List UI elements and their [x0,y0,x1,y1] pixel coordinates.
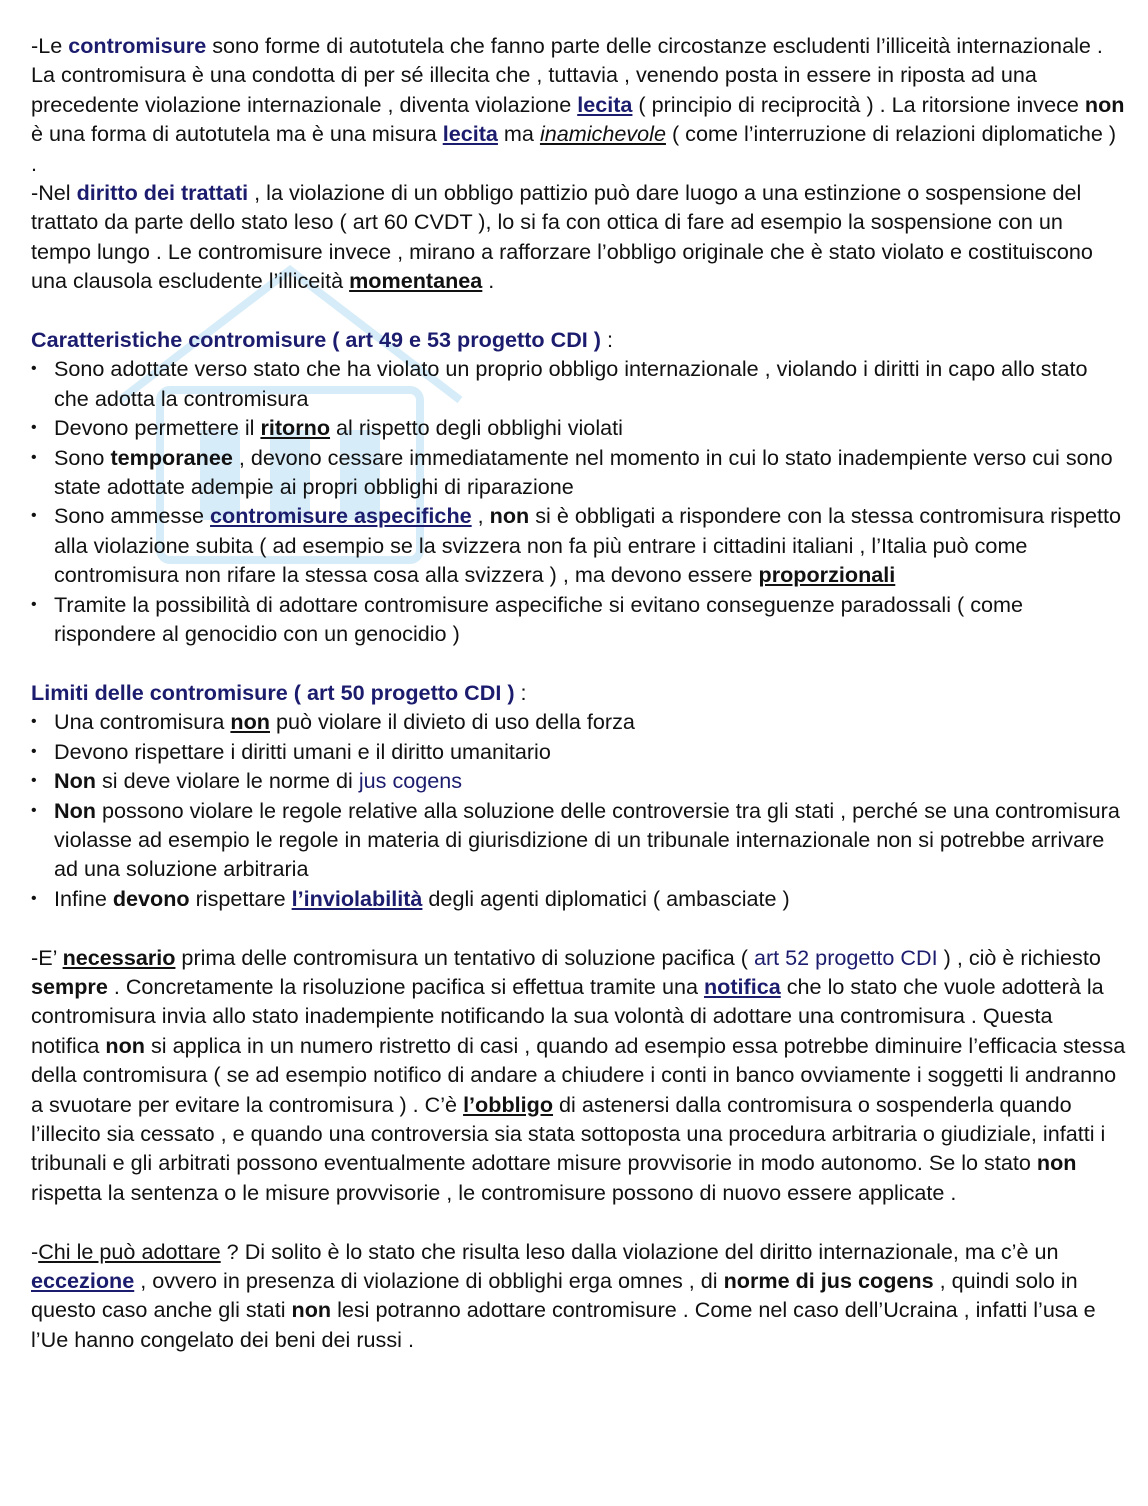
term-obbligo: l’obbligo [463,1091,554,1117]
emphasis-non: Non [54,797,96,823]
list-item [31,707,1126,736]
text: Sono ammesse [54,503,211,529]
text: al rispetto degli obblighi violati [330,415,623,441]
text: Devono permettere il [54,415,261,441]
text: . Concretamente la risoluzione pacifica si effettua tramite una [107,973,704,999]
text: - [31,1238,39,1264]
paragraph-contromisure [31,31,1126,178]
text: -E’ [31,944,63,970]
term-momentanea: momentanea [349,268,483,294]
text: lesi potranno adottare contromisure . Come nel caso dell’Ucraina , infatti l’usa e l’Ue hanno congelato dei beni dei russi . [31,1297,1096,1352]
text: ? Di solito è lo stato che risulta leso dalla violazione del diritto internazionale, ma c’è un [220,1238,1059,1264]
section-heading-limiti [31,678,1126,707]
text: Una contromisura [54,709,231,735]
text: ( come l’interruzione di relazioni diplomatiche ) . [31,121,1117,176]
heading-text: Limiti delle contromisure ( art 50 progetto CDI ) [31,679,515,705]
text: -Nel [31,180,77,206]
term-contromisure-aspecifiche: contromisure aspecifiche [210,503,472,529]
term-lecita: lecita [442,121,498,147]
text: che lo stato che vuole adotterà la contromisura invia allo stato inadempiente notificando la sua volontà di adottare una contromisura . Questa notifica [31,973,1104,1058]
emphasis-non: non [291,1297,332,1323]
heading-text: Caratteristiche contromisure ( art 49 e 53 progetto CDI ) [31,327,601,353]
text: , la violazione di un obbligo pattizio può dare luogo a una estinzione o sospensione del trattato da parte dello stato leso ( art 60 CVDT ), lo si fa con ottica di fare ad esempio la sospensione con un tempo lungo . Le contromisure invece , mirano a rafforzare l’obbligo originale che è stato violato e costituiscono una clausola escludente l’illiceità [31,180,1093,294]
term-lecita: lecita [577,91,633,117]
section-heading-caratteristiche [31,325,1126,354]
list-item [31,796,1126,884]
emphasis-non: non [230,709,270,735]
term-necessario: necessario [62,944,176,970]
question-chi-le-puo-adottare: Chi le può adottare [38,1238,221,1264]
term-notifica: notifica [703,973,781,999]
paragraph-soluzione-pacifica [31,943,1126,1208]
emphasis-non: Non [54,768,96,794]
text: : [600,327,613,353]
list-limiti [31,707,1126,913]
text: ) , ciò è richiesto [937,944,1101,970]
text: rispetta la sentenza o le misure provvisorie , le contromisure possono di nuovo essere applicate . [31,1179,957,1205]
text: , ovvero in presenza di violazione di obblighi erga omnes , di [134,1268,724,1293]
emphasis-non: non [1036,1150,1077,1176]
text: possono violare le regole relative alla soluzione delle controversie tra gli stati , perché se una contromisura violasse ad esempio le regole in materia di giurisdizione di un tribunale internazionale non si potrebbe arrivare ad una soluzione arbitraria [54,797,1120,882]
text: , [471,503,490,529]
term-ritorno: ritorno [260,415,331,441]
list-item [31,766,1126,795]
term-temporanee: temporanee [110,444,233,470]
text: Tramite la possibilità di adottare contromisure aspecifiche si evitano conseguenze paradossali ( come rispondere al genocidio con un genocidio ) [54,591,1024,647]
list-caratteristiche [31,354,1126,648]
term-diritto-dei-trattati: diritto dei trattati [76,180,249,206]
emphasis-non: non [105,1032,145,1058]
list-item [31,443,1126,502]
text: , devono cessare immediatamente nel momento in cui lo stato inadempiente verso cui sono state adottate adempie ai propri obblighi di riparazione [54,444,1113,500]
term-inviolabilita: l’inviolabilità [291,885,423,911]
text: prima delle contromisura un tentativo di soluzione pacifica ( [175,944,754,970]
document-page [31,31,1126,1354]
list-item [31,590,1126,649]
text: Devono rispettare i diritti umani e il diritto umanitario [54,738,551,764]
text: : [514,679,527,705]
list-item [31,354,1126,413]
text: si deve violare le norme di [95,768,359,794]
list-item [31,737,1126,766]
term-proporzionali: proporzionali [758,562,896,588]
text: Infine [54,885,113,911]
text: Sono [54,444,111,470]
text: sono forme di autotutela che fanno parte delle circostanze escludenti l’illiceità internazionale . La contromisura è una condotta di per sé illecita che , tuttavia , venendo posta in essere in riposta ad una precedente violazione internazionale , diventa violazione [31,33,1103,117]
text: ( principio di reciprocità ) . La ritorsione invece [632,91,1085,117]
list-item [31,413,1126,442]
text: è una forma di autotutela ma è una misura [31,121,443,147]
emphasis-non: non [489,503,530,529]
text: -Le [31,33,69,58]
text: degli agenti diplomatici ( ambasciate ) [422,885,790,911]
text: , quindi solo in questo caso anche gli stati [31,1268,1078,1323]
paragraph-chi-le-puo-adottare [31,1237,1126,1355]
term-jus-cogens: jus cogens [358,768,463,794]
term-inamichevole: inamichevole [539,121,666,147]
emphasis-devono: devono [112,885,190,911]
text: si è obbligati a rispondere con la stessa contromisura rispetto alla violazione subita ( ad esempio se la svizzera non fa più entrare i cittadini italiani , l’Italia può come contromisura non rifare la stessa cosa alla svizzera ) , ma devono essere [54,503,1121,588]
text: ma [497,121,540,147]
reference-art-52: art 52 progetto CDI [753,944,938,970]
text: Sono adottate verso stato che ha violato un proprio obbligo internazionale , violando i diritti in capo allo stato che adotta la contromisura [54,356,1088,411]
text: si applica in un numero ristretto di casi , quando ad esempio essa potrebbe diminuire l’efficacia stessa della contromisura ( se ad esempio notifico di andare a chiudere i conti in banco ovviamente i soggetti li andranno a svuotare per evitare la contromisura ) . C’è [31,1032,1126,1117]
term-norme-di-jus-cogens: norme di jus cogens [723,1268,934,1293]
term-contromisure: contromisure [68,33,207,58]
text: rispettare [189,885,292,911]
list-item [31,884,1126,913]
paragraph-diritto-trattati [31,178,1126,296]
emphasis-non: non [1084,91,1125,117]
text: può violare il divieto di uso della forza [270,709,635,735]
text: . [482,268,495,294]
list-item [31,501,1126,589]
emphasis-sempre: sempre [31,973,108,999]
text: di astenersi dalla contromisura o sospenderla quando l’illecito sia cessato , e quando una controversia sia stata sottoposta una procedura arbitraria o giudiziale, infatti i tribunali e gli arbitrati possono eventualmente adottare misure provvisorie in modo autonomo. Se lo stato [31,1091,1106,1176]
term-eccezione: eccezione [31,1268,135,1293]
